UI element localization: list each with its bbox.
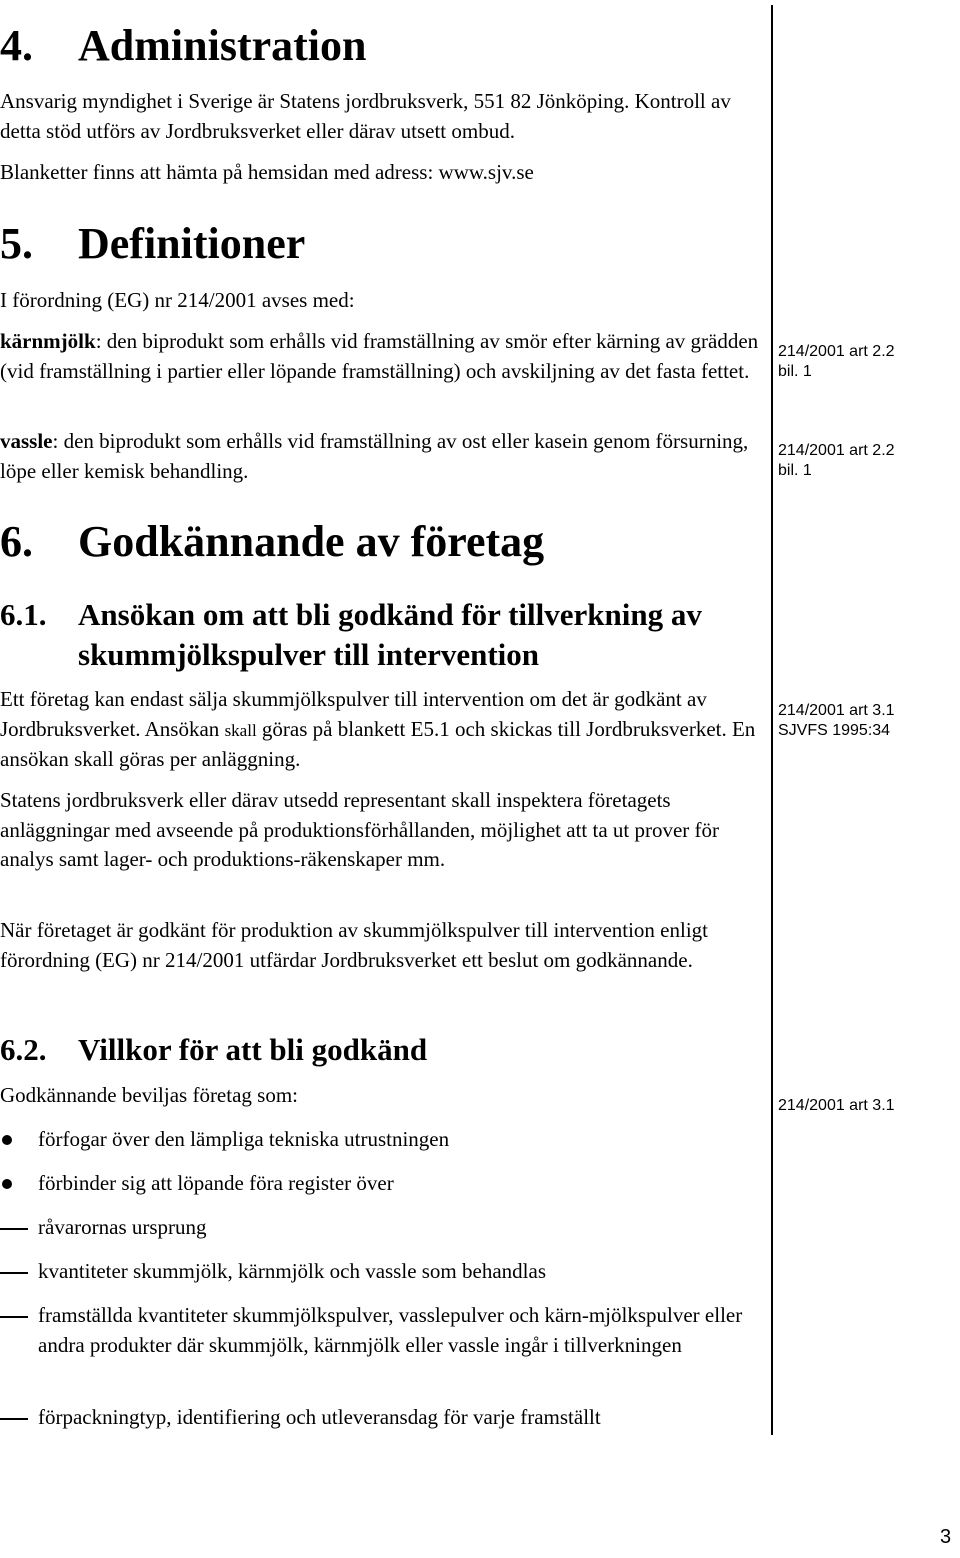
dash-icon: [0, 1316, 28, 1318]
margin-reference: [778, 441, 958, 481]
margin-reference: 214/2001 art 3.1: [778, 1097, 895, 1114]
section-title: Godkännande av företag: [78, 517, 545, 566]
paragraph: Godkännande beviljas företag som:: [0, 1083, 298, 1107]
section-6-heading: [0, 517, 544, 567]
reference-line: 214/2001 art 2.2: [778, 442, 895, 459]
section-4-heading: [0, 21, 366, 71]
dash-icon: [0, 1272, 28, 1274]
page-number: 3: [940, 1526, 952, 1548]
paragraph: Statens jordbruksverk eller därav utsedd representant skall inspektera företagets anläggningar med avseende på produktionsförhållanden, möjlighet att ta ut prover för analys samt lager- och produktions-räkenskaper mm.: [0, 788, 720, 871]
section-number: 4.: [0, 21, 33, 70]
definition-term: vassle: [0, 429, 53, 453]
dash-icon: [0, 1228, 28, 1230]
margin-reference: [778, 701, 958, 741]
paragraph: [0, 685, 768, 775]
section-number: 6.: [0, 517, 33, 566]
paragraph: I förordning (EG) nr 214/2001 avses med:: [0, 288, 355, 312]
bullet-icon: [2, 1135, 12, 1145]
definition-text: : den biprodukt som erhålls vid framställning av smör efter kärning av grädden (vid framställning i partier eller löpande framställning) och avskiljning av det fasta fettet.: [0, 329, 759, 383]
reference-line: bil. 1: [778, 363, 812, 380]
paragraph: När företaget är godkänt för produktion av skummjölkspulver till intervention enligt förordning (EG) nr 214/2001 utfärdar Jordbruksverket ett beslut om godkännande.: [0, 918, 709, 972]
subsection-number: 6.2.: [0, 1032, 47, 1067]
section-number: 5.: [0, 219, 33, 268]
margin-rule: [771, 5, 773, 1435]
text-run: göras på blankett E5.1 och skickas till Jordbruksverket. En ansökan skall göras per anläggning.: [0, 716, 756, 771]
list-item: råvarornas ursprung: [38, 1215, 207, 1239]
list-item: kvantiteter skummjölk, kärnmjölk och vassle som behandlas: [38, 1259, 546, 1283]
margin-reference: [778, 342, 958, 382]
section-5-heading: [0, 219, 305, 269]
reference-line: 214/2001 art 3.1: [778, 702, 895, 719]
section-title: Administration: [78, 21, 367, 70]
bullet-icon: [2, 1179, 12, 1189]
dash-icon: [0, 1418, 28, 1420]
subsection-title: Villkor för att bli godkänd: [78, 1032, 428, 1067]
definition-term: kärnmjölk: [0, 329, 96, 353]
list-item: förbinder sig att löpande föra register över: [38, 1171, 394, 1195]
list-item: förpackningtyp, identifiering och utleveransdag för varje framställt: [38, 1405, 601, 1429]
text-run: Ett företag kan endast sälja skummjölkspulver till intervention om det är godkänt av Jordbruksverket. Ansökan: [0, 687, 707, 741]
subsection-title: Ansökan om att bli godkänd för tillverkning av skummjölkspulver till intervention: [78, 597, 702, 672]
reference-line: SJVFS 1995:34: [778, 722, 891, 739]
text-run: skall: [224, 720, 257, 740]
list-item: förfogar över den lämpliga tekniska utrustningen: [38, 1127, 450, 1151]
paragraph: Ansvarig myndighet i Sverige är Statens jordbruksverk, 551 82 Jönköping. Kontroll av detta stöd utförs av Jordbruksverket eller därav utsett ombud.: [0, 89, 731, 143]
paragraph: Blanketter finns att hämta på hemsidan med adress: www.sjv.se: [0, 160, 534, 184]
reference-line: bil. 1: [778, 462, 812, 479]
definition-text: : den biprodukt som erhålls vid framställning av ost eller kasein genom försurning, löpe eller kemisk behandling.: [0, 429, 749, 483]
list-item: framställda kvantiteter skummjölkspulver, vasslepulver och kärn-mjölkspulver eller andra produkter där skummjölk, kärnmjölk eller vassle ingår i tillverkningen: [38, 1303, 743, 1357]
section-title: Definitioner: [78, 219, 306, 268]
reference-line: 214/2001 art 2.2: [778, 343, 895, 360]
definition-vassle: [0, 427, 768, 486]
subsection-number: 6.1.: [0, 597, 47, 632]
definition-kärnmjölk: [0, 327, 768, 386]
